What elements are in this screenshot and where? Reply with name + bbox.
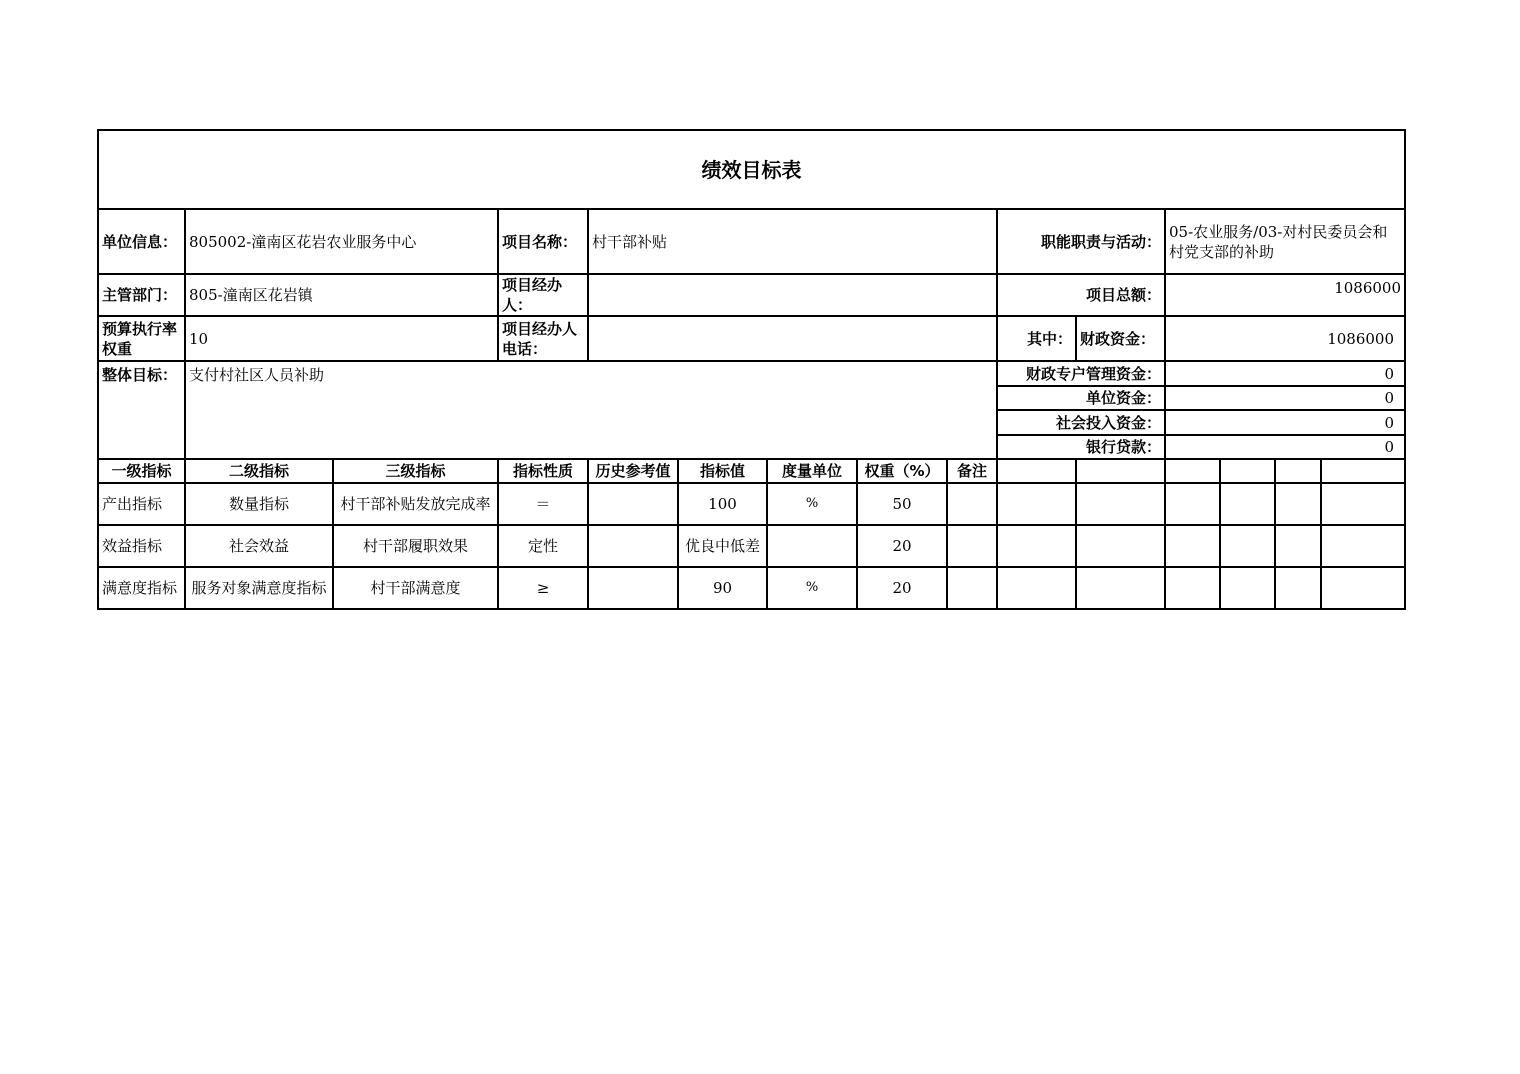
indicator-weight: 50 [857, 483, 947, 525]
unit-info-label: 单位信息： [98, 209, 185, 274]
indicator-level2: 数量指标 [185, 483, 333, 525]
indicator-weight: 20 [857, 567, 947, 609]
project-manager-label: 项目经办人： [498, 274, 588, 316]
header-weight: 权重（%） [857, 459, 947, 483]
social-funds-value: 0 [1165, 410, 1405, 435]
table-row [98, 483, 1405, 525]
indicator-unit [767, 525, 857, 567]
indicator-note [947, 567, 997, 609]
header-level3: 三级指标 [333, 459, 498, 483]
indicator-level1: 满意度指标 [98, 567, 185, 609]
special-funds-label: 财政专户管理资金： [997, 361, 1165, 386]
department-label: 主管部门： [98, 274, 185, 316]
overall-goal-label: 整体目标： [98, 361, 185, 459]
budget-weight-label: 预算执行率权重 [98, 316, 185, 361]
indicator-note [947, 483, 997, 525]
indicator-level1: 效益指标 [98, 525, 185, 567]
among-label: 其中： [997, 316, 1076, 361]
budget-weight-value: 10 [185, 316, 498, 361]
project-manager-value [588, 274, 997, 316]
header-level1: 一级指标 [98, 459, 185, 483]
header-value: 指标值 [678, 459, 767, 483]
header-history: 历史参考值 [588, 459, 678, 483]
table-row [98, 525, 1405, 567]
indicator-unit: % [767, 567, 857, 609]
table-title: 绩效目标表 [98, 130, 1405, 209]
indicator-level2: 服务对象满意度指标 [185, 567, 333, 609]
header-level2: 二级指标 [185, 459, 333, 483]
manager-phone-value [588, 316, 997, 361]
overall-goal-value: 支付村社区人员补助 [185, 361, 997, 459]
indicator-weight: 20 [857, 525, 947, 567]
indicator-level3: 村干部满意度 [333, 567, 498, 609]
indicator-nature: ＝ [498, 483, 588, 525]
table-row [98, 567, 1405, 609]
special-funds-value: 0 [1165, 361, 1405, 386]
indicator-header-row [98, 459, 1405, 483]
header-nature: 指标性质 [498, 459, 588, 483]
manager-phone-label: 项目经办人电话： [498, 316, 588, 361]
fiscal-funds-value: 1086000 [1165, 316, 1405, 361]
function-activity-value: 05-农业服务/03-对村民委员会和村党支部的补助 [1165, 209, 1405, 274]
indicator-level2: 社会效益 [185, 525, 333, 567]
indicator-level3: 村干部履职效果 [333, 525, 498, 567]
indicator-value: 100 [678, 483, 767, 525]
indicator-value: 90 [678, 567, 767, 609]
performance-goal-table [97, 129, 1406, 610]
bank-loan-label: 银行贷款： [997, 435, 1165, 459]
indicator-history [588, 525, 678, 567]
project-total-value: 1086000 [1165, 274, 1405, 316]
indicator-unit: % [767, 483, 857, 525]
project-total-label: 项目总额： [997, 274, 1165, 316]
project-name-value: 村干部补贴 [588, 209, 997, 274]
social-funds-label: 社会投入资金： [997, 410, 1165, 435]
indicator-level1: 产出指标 [98, 483, 185, 525]
header-note: 备注 [947, 459, 997, 483]
indicator-nature: 定性 [498, 525, 588, 567]
unit-funds-value: 0 [1165, 386, 1405, 410]
indicator-history [588, 567, 678, 609]
department-value: 805-潼南区花岩镇 [185, 274, 498, 316]
fiscal-funds-label: 财政资金： [1076, 316, 1165, 361]
function-activity-label: 职能职责与活动： [997, 209, 1165, 274]
indicator-note [947, 525, 997, 567]
indicator-nature: ≥ [498, 567, 588, 609]
bank-loan-value: 0 [1165, 435, 1405, 459]
unit-funds-label: 单位资金： [997, 386, 1165, 410]
project-name-label: 项目名称： [498, 209, 588, 274]
indicator-value: 优良中低差 [678, 525, 767, 567]
indicator-history [588, 483, 678, 525]
indicator-level3: 村干部补贴发放完成率 [333, 483, 498, 525]
header-unit: 度量单位 [767, 459, 857, 483]
unit-info-value: 805002-潼南区花岩农业服务中心 [185, 209, 498, 274]
